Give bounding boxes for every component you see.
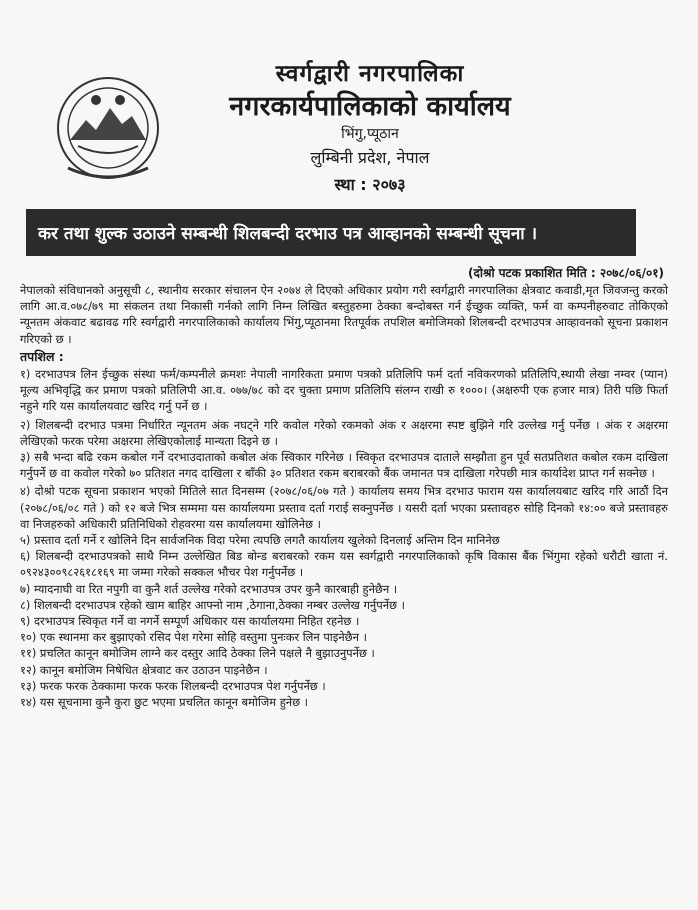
list-item: १४) यस सूचनामा कुनै कुरा छुट भएमा प्रचलित कानून बमोजिम हुनेछ । [20,695,308,710]
established-year: स्था : २०७३ [334,175,406,194]
municipality-name: स्वर्गद्वारी नगरपालिका [275,61,465,87]
notice-title: कर तथा शुल्क उठाउने सम्बन्धी शिलबन्दी दरभाउ पत्र आव्हानको सम्बन्धी सूचना । [38,224,538,244]
list-item: ७) म्यादनाघी वा रित नपुगी वा कुनै शर्त उल्लेख गरेको दरभाउपत्र उपर कुनै कारबाही हुनेछैन । [20,581,398,596]
list-item: ११) प्रचलित कानून बमोजिम लाग्ने कर दस्तुर आदि ठेक्का लिने पक्षले नै बुझाउनुपर्नेछ । [20,646,375,661]
notice-title-banner [26,209,636,256]
list-item: १०) एक स्थानमा कर बुझाएको रसिद पेश गरेमा सोहि वस्तुमा पुनःकर लिन पाइनेछैन । [20,630,367,645]
intro-paragraph: नेपालको संविधानको अनुसूची ८, स्थानीय सरकार संचालन ऐन २०७४ ले दिएको अधिकार प्रयोग गरी स्वर्गद्वारी नगरपालिका क्षेत्रवाट कवाडी,मृत जिवजन्तु करको लागि आ.व.०७८/७९ मा संकलन तथा निकासी गर्नको लागि निम्न लिखित बस्तुहरुमा ठेक्का बन्दोबस्त गर्न ईच्छुक व्यक्ति, फर्म वा कम्पनीहरुवाट तोकिएको न्यूनतम अंकवाट बढावढ गरि स्वर्गद्वारी नगरपालिकाको कार्यालय भिंगु,प्यूठानमा रितपूर्वक तपशिल बमोजिमको शिलबन्दी दरभाउपत्र आव्हावनको सूचना प्रकाशन गरिएको छ । [20,283,668,346]
notice-body [20,282,668,710]
list-item: ४) दोश्रो पटक सूचना प्रकाशन भएको मितिले सात दिनसम्म (२०७८/०६/०७ गते ) कार्यालय समय भित्र दरभाउ फाराम यस कार्यालयबाट खरिद गरि आठौं दिन (२०७८/०६/०८ गते ) को १२ बजे भित्र सम्ममा यस कार्यालयमा प्रस्ताव दर्ता गराई सक्नुपर्नेछ । यसरी दर्ता भएका प्रस्तावहरु सोहि दिनको १४:०० बजे प्रस्तावहरु वा निजहरुको अधिकारी प्रतिनिधिको रोहवरमा यस कार्यालयमा खोलिनेछ । [20,484,668,531]
office-name: नगरकार्यपालिकाको कार्यालय [229,91,511,122]
list-item: १३) फरक फरक ठेक्कामा फरक फरक शिलबन्दी दरभाउपत्र पेश गर्नुपर्नेछ । [20,678,326,693]
list-item: ९) दरभाउपत्र स्विकृत गर्ने वा नगर्ने सम्पूर्ण अधिकार यस कार्यालयमा निहित रहनेछ । [20,614,360,629]
list-item: १) दरभाउपत्र लिन ईच्छुक संस्था फर्म/कम्पनीले क्रमशः नेपाली नागरिकता प्रमाण पत्रको प्रतिलिपि फर्म दर्ता नविकरणको प्रतिलिपि,स्थायी लेखा नम्वर (प्यान) मूल्य अभिवृद्धि कर प्रमाण पत्रको प्रतिलिपी आ.व. ०७७/७८ को दर चुक्ता प्रमाण प्रतिलिपि संलग्न राखी रु १०००। (अक्षरुपी एक हजार मात्र) तिरी पछि फिर्ता नहुने गरि यस कार्यालयवाट खरिद गर्नु पर्ने छ । [20,367,668,414]
list-item: २) शिलबन्दी दरभाउ पत्रमा निर्धारित न्यूनतम अंक नघट्ने गरि कवोल गरेको रकमको अंक र अक्षरमा स्पष्ट बुझिने गरि उल्लेख गर्नु पर्नेछ । अंक र अक्षरमा लेखिएको फरक परेमा अक्षरमा लेखिएकोलाई मान्यता दिइने छ । [20,417,668,448]
province: लुम्बिनी प्रदेश, नेपाल [310,148,430,167]
list-item: ८) शिलबन्दी दरभाउपत्र रहेको खाम बाहिर आफ्नो नाम ,ठेगाना,ठेक्का नम्बर उल्लेख गर्नुपर्नेछ । [20,597,405,612]
list-item: ६) शिलबन्दी दरभाउपत्रको साथै निम्न उल्लेखित बिड बोन्ड बराबरको रकम यस स्वर्गद्वारी नगरपालिकाको कृषि विकास बैंक भिंगुमा रहेको धरौटी खाता नं. ०९२४३००९८२६१८१६९ मा जम्मा गरेको सक्कल भौचर पेश गर्नुपर्नेछ । [20,549,668,580]
list-item: १२) कानून बमोजिम निषेधित क्षेत्रवाट कर उठाउन पाइनेछैन । [20,662,268,677]
list-item: ३) सबै भन्दा बढि रकम कबोल गर्ने दरभाउदाताको कबोल अंक स्विकार गरिनेछ । स्विकृत दरभाउपत्र दाताले सम्झौता हुन पूर्व सतप्रतिशत कबोल रकम दाखिला गर्नुपर्ने छ वा कवोल गरेको ७० प्रतिशत नगद दाखिला र बाँकी ३० प्रतिशत रकम बराबरको बैंक जमानत पत्र दाखिला गरेपछी मात्र कार्यादेश प्राप्त गर्न सक्नेछ । [20,450,668,481]
tapsil-heading: तपशिल : [20,348,64,364]
location: भिंगु,प्यूठान [341,126,399,142]
list-item: ५) प्रस्ताव दर्ता गर्ने र खोलिने दिन सार्वजनिक विदा परेमा त्यपछि लगतै कार्यालय खुलेको दिनलाई अन्तिम दिन मानिनेछ [20,533,500,548]
publication-date: (दोश्रो पटक प्रकाशित मिति : २०७८/०६/०१) [468,266,664,280]
